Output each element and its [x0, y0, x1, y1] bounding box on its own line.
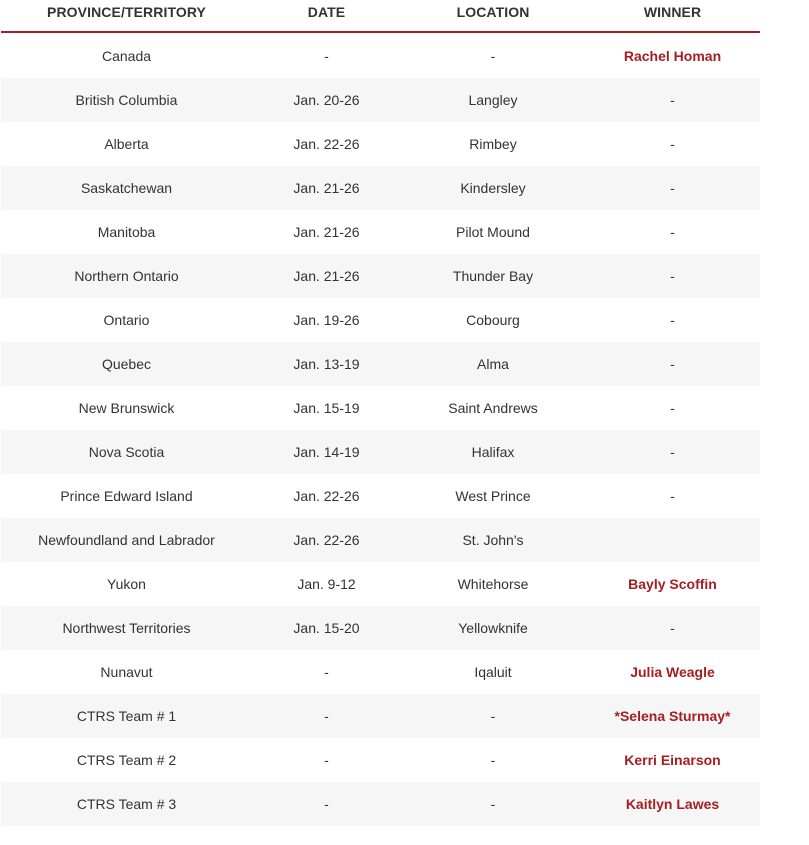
winner-cell: - [670, 92, 675, 108]
date-cell: Jan. 13-19 [293, 356, 360, 372]
province-cell: Quebec [101, 356, 152, 372]
province-cell: British Columbia [75, 92, 178, 108]
table-row [1, 386, 760, 430]
table-header [1, 0, 760, 33]
date-cell: Jan. 9-12 [297, 576, 356, 592]
table-row [1, 518, 760, 562]
table-row [1, 78, 760, 122]
winner-cell: - [670, 224, 675, 240]
province-cell: Northwest Territories [62, 620, 191, 636]
winner-cell: - [670, 136, 675, 152]
column-header-winner: WINNER [643, 3, 702, 20]
date-cell: Jan. 21-26 [293, 180, 360, 196]
province-cell: Newfoundland and Labrador [38, 532, 215, 548]
winner-cell: - [670, 268, 675, 284]
column-header-location: LOCATION [456, 3, 530, 20]
location-cell: - [490, 796, 496, 812]
winner-cell: Bayly Scoffin [628, 576, 717, 592]
table-row [1, 650, 760, 694]
winner-cell: *Selena Sturmay* [614, 708, 731, 724]
table-row [1, 33, 760, 78]
location-cell: Langley [468, 92, 518, 108]
location-cell: Whitehorse [457, 576, 529, 592]
table-row [1, 782, 760, 826]
location-cell: West Prince [455, 488, 531, 504]
province-cell: Alberta [104, 136, 149, 152]
winner-cell: - [670, 444, 675, 460]
location-cell: Alma [477, 356, 509, 372]
winner-cell: Julia Weagle [630, 664, 715, 680]
date-cell: - [324, 47, 329, 64]
date-cell: Jan. 14-19 [293, 444, 360, 460]
table-row [1, 122, 760, 166]
table-row [1, 298, 760, 342]
table-row [1, 562, 760, 606]
table-row [1, 342, 760, 386]
province-cell: Ontario [103, 312, 150, 328]
location-cell: St. John's [462, 532, 524, 548]
winner-cell: Rachel Homan [623, 47, 722, 64]
location-cell: Rimbey [469, 136, 517, 152]
table-row [1, 474, 760, 518]
location-cell: Iqaluit [474, 664, 512, 680]
table-row [1, 606, 760, 650]
province-cell: Nova Scotia [88, 444, 165, 460]
location-cell: - [490, 708, 496, 724]
winner-cell: - [670, 312, 675, 328]
province-cell: New Brunswick [78, 400, 175, 416]
winner-cell: - [670, 620, 675, 636]
location-cell: - [490, 752, 496, 768]
winner-cell: - [670, 356, 675, 372]
date-cell: - [324, 796, 329, 812]
date-cell: Jan. 22-26 [293, 136, 360, 152]
date-cell: - [324, 752, 329, 768]
winner-cell: Kerri Einarson [624, 752, 721, 768]
table-row [1, 738, 760, 782]
province-cell: CTRS Team # 2 [76, 752, 177, 768]
location-cell: Thunder Bay [452, 268, 534, 284]
column-header-province: PROVINCE/TERRITORY [47, 3, 206, 20]
date-cell: Jan. 22-26 [293, 532, 360, 548]
winner-cell: - [670, 488, 675, 504]
location-cell: Cobourg [466, 312, 520, 328]
location-cell: Halifax [471, 444, 515, 460]
province-cell: Yukon [107, 576, 146, 592]
province-cell: Manitoba [97, 224, 156, 240]
date-cell: Jan. 15-19 [293, 400, 360, 416]
province-cell: CTRS Team # 3 [76, 796, 177, 812]
location-cell: Saint Andrews [448, 400, 538, 416]
date-cell: - [324, 664, 329, 680]
location-cell: Kindersley [460, 180, 526, 196]
province-cell: Prince Edward Island [60, 488, 193, 504]
date-cell: Jan. 22-26 [293, 488, 360, 504]
table-row [1, 430, 760, 474]
province-cell: CTRS Team # 1 [76, 708, 177, 724]
standings-table [1, 0, 760, 826]
province-cell: Canada [101, 47, 152, 64]
winner-cell: - [670, 180, 675, 196]
location-cell: - [490, 47, 496, 64]
location-cell: Pilot Mound [456, 224, 530, 240]
location-cell: Yellowknife [458, 620, 528, 636]
date-cell: Jan. 21-26 [293, 268, 360, 284]
province-cell: Northern Ontario [74, 268, 179, 284]
province-cell: Saskatchewan [80, 180, 173, 196]
winner-cell: - [670, 400, 675, 416]
table-row [1, 166, 760, 210]
date-cell: Jan. 21-26 [293, 224, 360, 240]
date-cell: Jan. 19-26 [293, 312, 360, 328]
column-header-date: DATE [307, 3, 346, 20]
date-cell: Jan. 15-20 [293, 620, 360, 636]
date-cell: - [324, 708, 329, 724]
table-row [1, 210, 760, 254]
table-row [1, 254, 760, 298]
table-body [1, 33, 760, 826]
winner-cell: Kaitlyn Lawes [625, 796, 720, 812]
date-cell: Jan. 20-26 [293, 92, 360, 108]
province-cell: Nunavut [100, 664, 153, 680]
table-row [1, 694, 760, 738]
